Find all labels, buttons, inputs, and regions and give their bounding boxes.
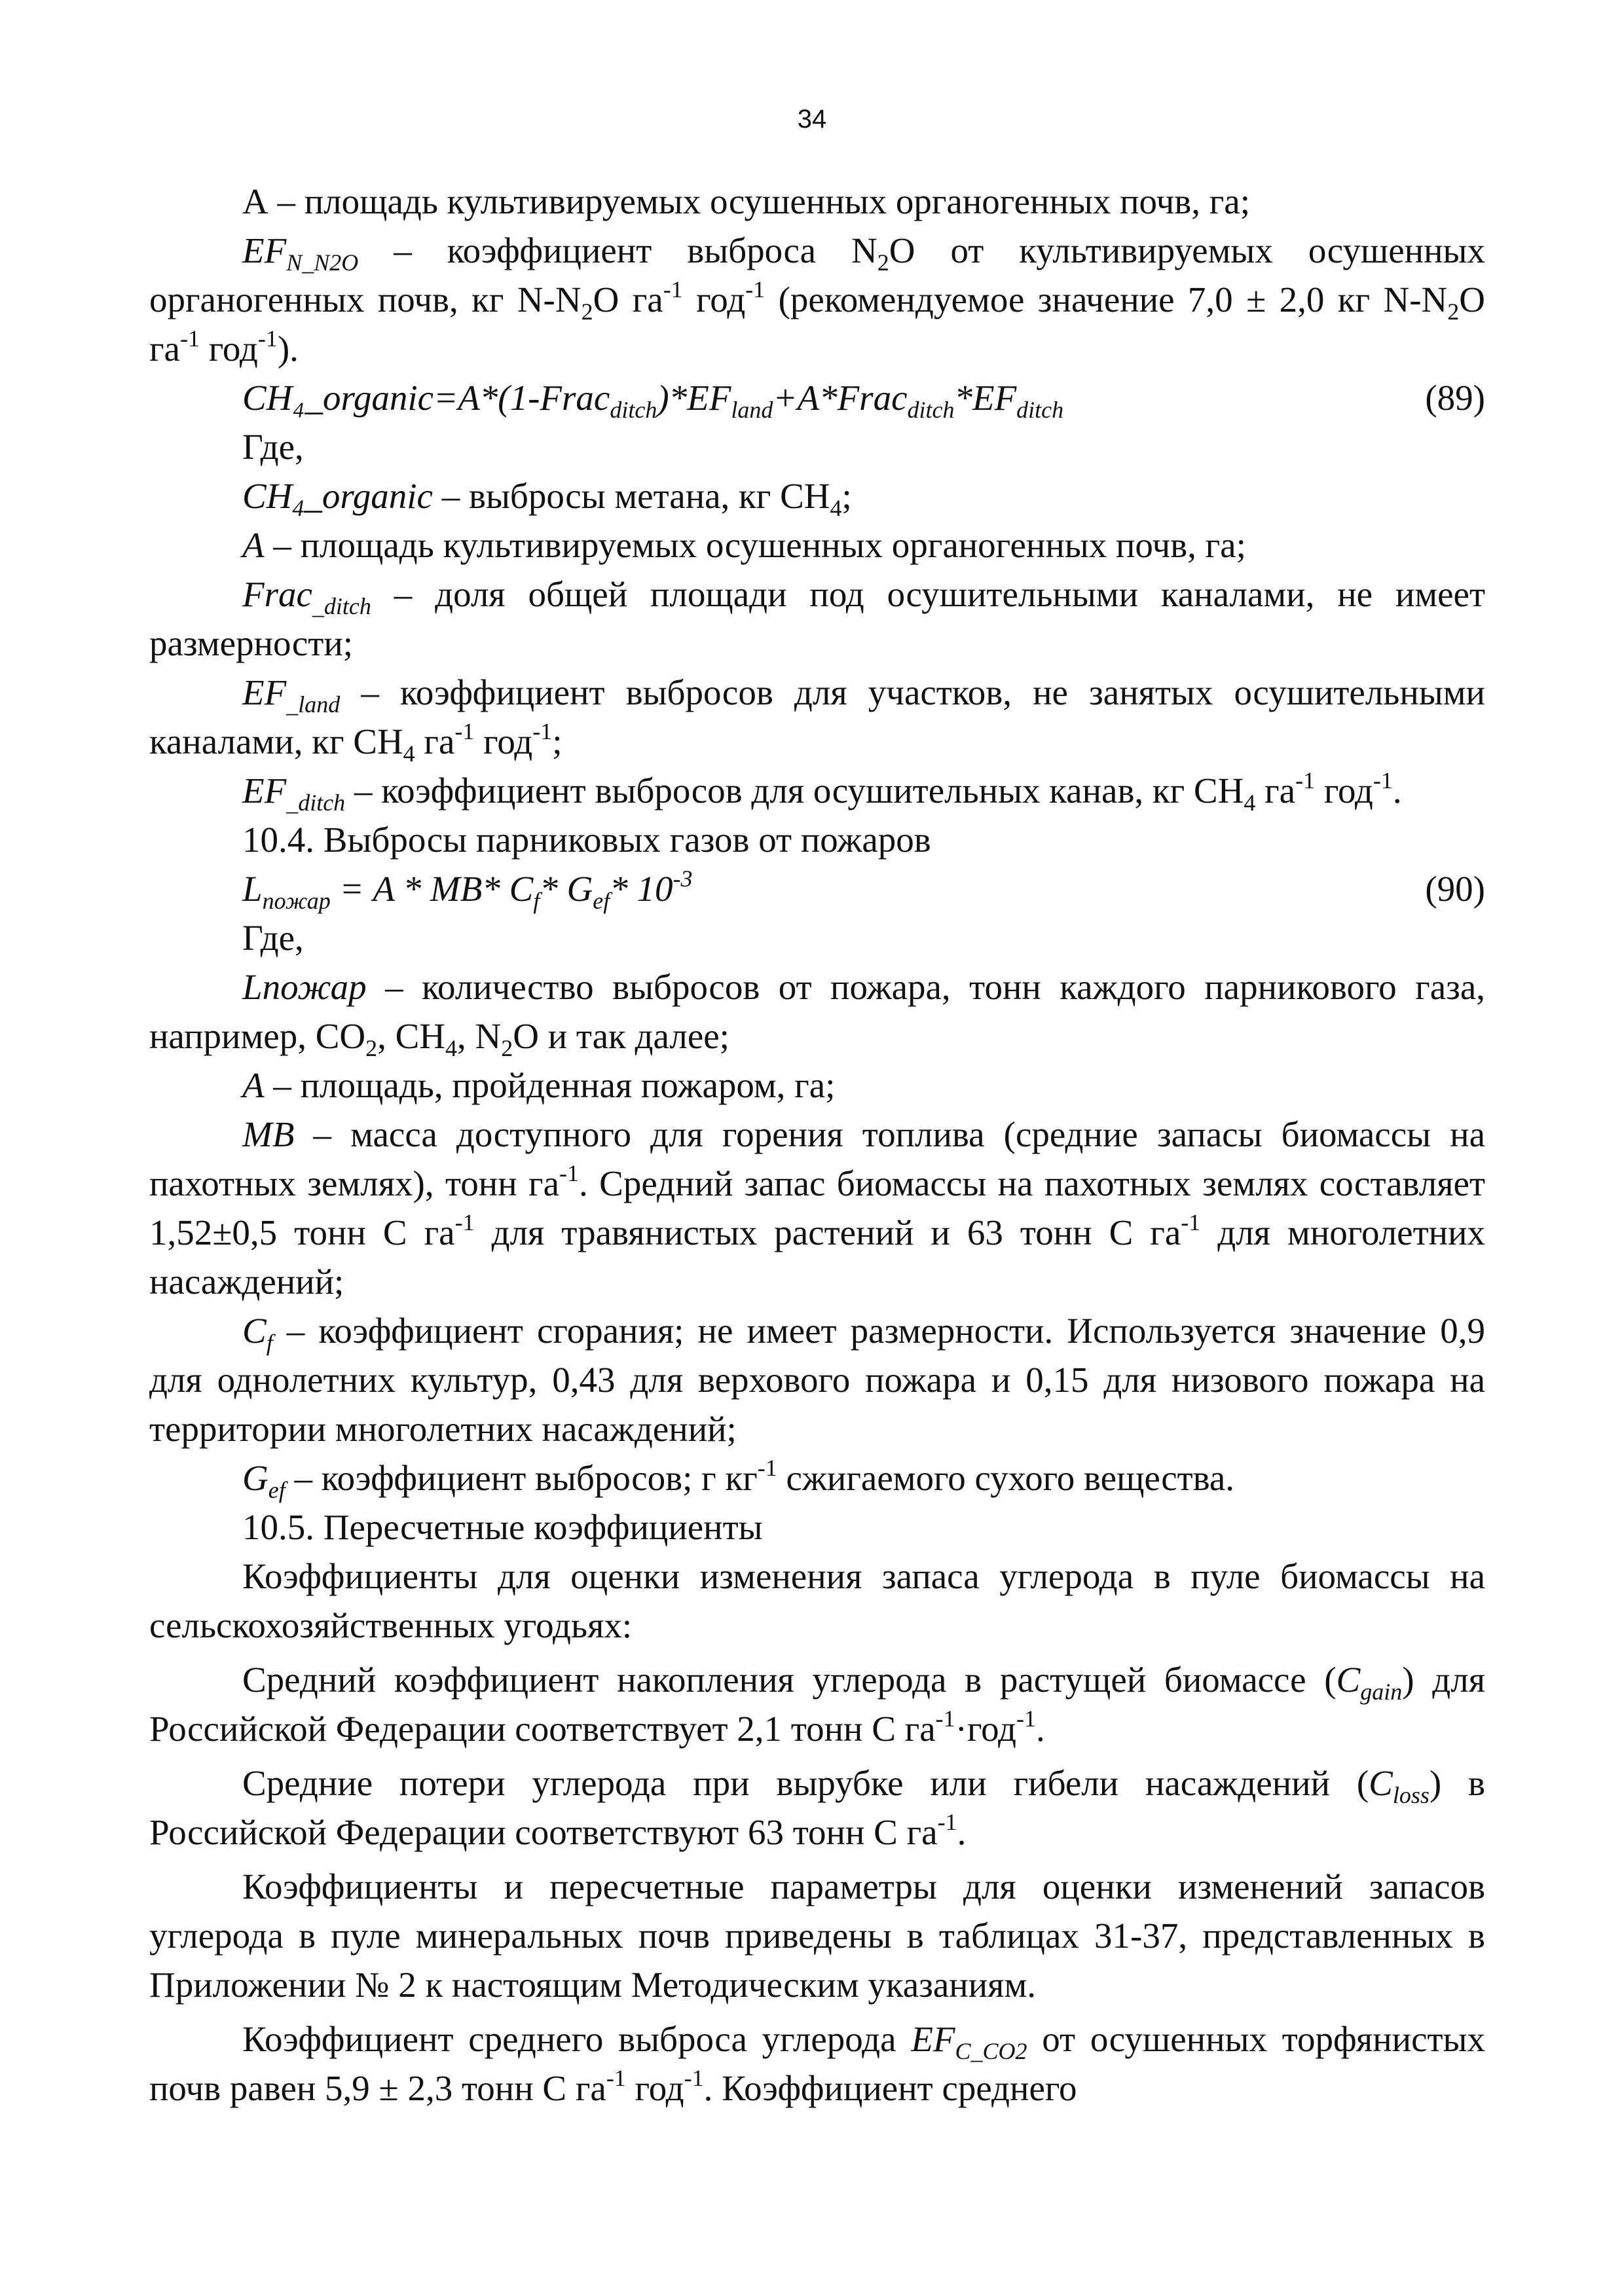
paragraph-c-loss: Средние потери углерода при вырубке или гибели насаждений $(C_{loss})$ в Российской Федерации соответствуют 63 тонн С $га^{-1}$. [149, 1763, 1485, 1852]
paragraph-lpozhar-def: Lпожар – количество выбросов от пожара, тонн каждого парникового газа, например, $CO_2$, $CH_4$, $N_2O$ и так далее; [149, 967, 1485, 1061]
paragraph-ef-land-def: $EF_{\_land}$ – коэффициент выбросов для участков, не занятых осушительными каналами, кг $CH_4$ $га^{-1}$ год$^{-1}$; [149, 672, 1485, 767]
where-label: Где, [242, 427, 304, 467]
paragraph-c-gain: Средний коэффициент накопления углерода в растущей биомассе $(C_{gain})$ для Российской Федерации соответствует 2,1 тонн С $га^{-1}\cdot год^{-1}$. [149, 1660, 1485, 1749]
paragraph-ef-c-co2: Коэффициент среднего выброса углерода $EF_{C\_CO2}$ от осушенных торфянистых почв равен 5,9 ± 2,3 тонн С $га^{-1}$ год$^{-1}$. Коэффициент среднего [149, 2019, 1485, 2108]
paragraph-frac-def: Frac$_{\_ditch}$ – доля общей площади под осушительными каналами, не имеет размерности; [149, 574, 1485, 663]
page-body [149, 177, 1485, 2113]
where-label: Где, [242, 918, 304, 958]
paragraph-mb-def: MB – масса доступного для горения топлива (средние запасы биомассы на пахотных землях), тонн $га^{-1}$. Средний запас биомассы на пахотных землях составляет 1,52±0,5 тонн С $га^{-1}$ для травянистых растений и 63 тонн С $га^{-1}$ для многолетних насаждений; [149, 1114, 1485, 1302]
paragraph-ef-n2o: $EF_{N\_N2O}$ – коэффициент выброса $N_2O$ от культивируемых осушенных органогенных почв, кг $N-N_2O$ $га^{-1}$ год$^{-1}$ (рекомендуемое значение 7,0 ± 2,0 кг $N-N_2O$ $га^{-1}$ год$^{-1}$). [149, 230, 1485, 369]
formula-90: $L_{пожар} = A * MB*$ $C_f*$ $G_{ef}*$ $10^{-3}$ (90) [242, 866, 1485, 914]
formula-number: (89) [1425, 378, 1485, 418]
paragraph-ef-ditch-def: $EF_{\_ditch}$ – коэффициент выбросов для осушительных канав, кг $CH_4$ $га^{-1}$ год$^{-1}$. [242, 767, 1402, 816]
formula-89: $CH_4\_organic=A*(1-Frac_{ditch})*EF_{land}+A*Frac_{ditch}*EF_{ditch}$ (89) [149, 373, 1485, 422]
section-heading-10-4: 10.4. Выбросы парниковых газов от пожаров [242, 820, 931, 860]
page-number: 34 [797, 105, 827, 134]
paragraph-a-def-3: A – площадь, пройденная пожаром, га; [242, 1065, 836, 1105]
paragraph-coefficients-intro: Коэффициенты для оценки изменения запаса углерода в пуле биомассы на сельскохозяйственных угодьях: [149, 1556, 1485, 1645]
paragraph-a-def-2: A – площадь культивируемых осушенных органогенных почв, га; [242, 525, 1246, 565]
formula-number: (90) [1425, 869, 1485, 909]
section-heading-10-5: 10.5. Пересчетные коэффициенты [242, 1507, 763, 1547]
paragraph-cf-def: $C_f$ – коэффициент сгорания; не имеет размерности. Используется значение 0,9 для однолетних культур, 0,43 для верхового пожара и 0,15 для низового пожара на территории многолетних насаждений; [149, 1311, 1485, 1449]
paragraph-mineral-soils: Коэффициенты и пересчетные параметры для оценки изменений запасов углерода в пуле минеральных почв приведены в таблицах 31-37, представленных в Приложении № 2 к настоящим Методическим указаниям. [149, 1867, 1485, 2005]
paragraph-gef-def: $G_{ef}$ – коэффициент выбросов; г $кг^{-1}$ сжигаемого сухого вещества. [242, 1455, 1235, 1503]
paragraph-ch4-def: $CH_4\_organic$ – выбросы метана, кг $CH_4$; [242, 476, 852, 521]
paragraph-a-def: А – площадь культивируемых осушенных органогенных почв, га; [242, 181, 1250, 221]
